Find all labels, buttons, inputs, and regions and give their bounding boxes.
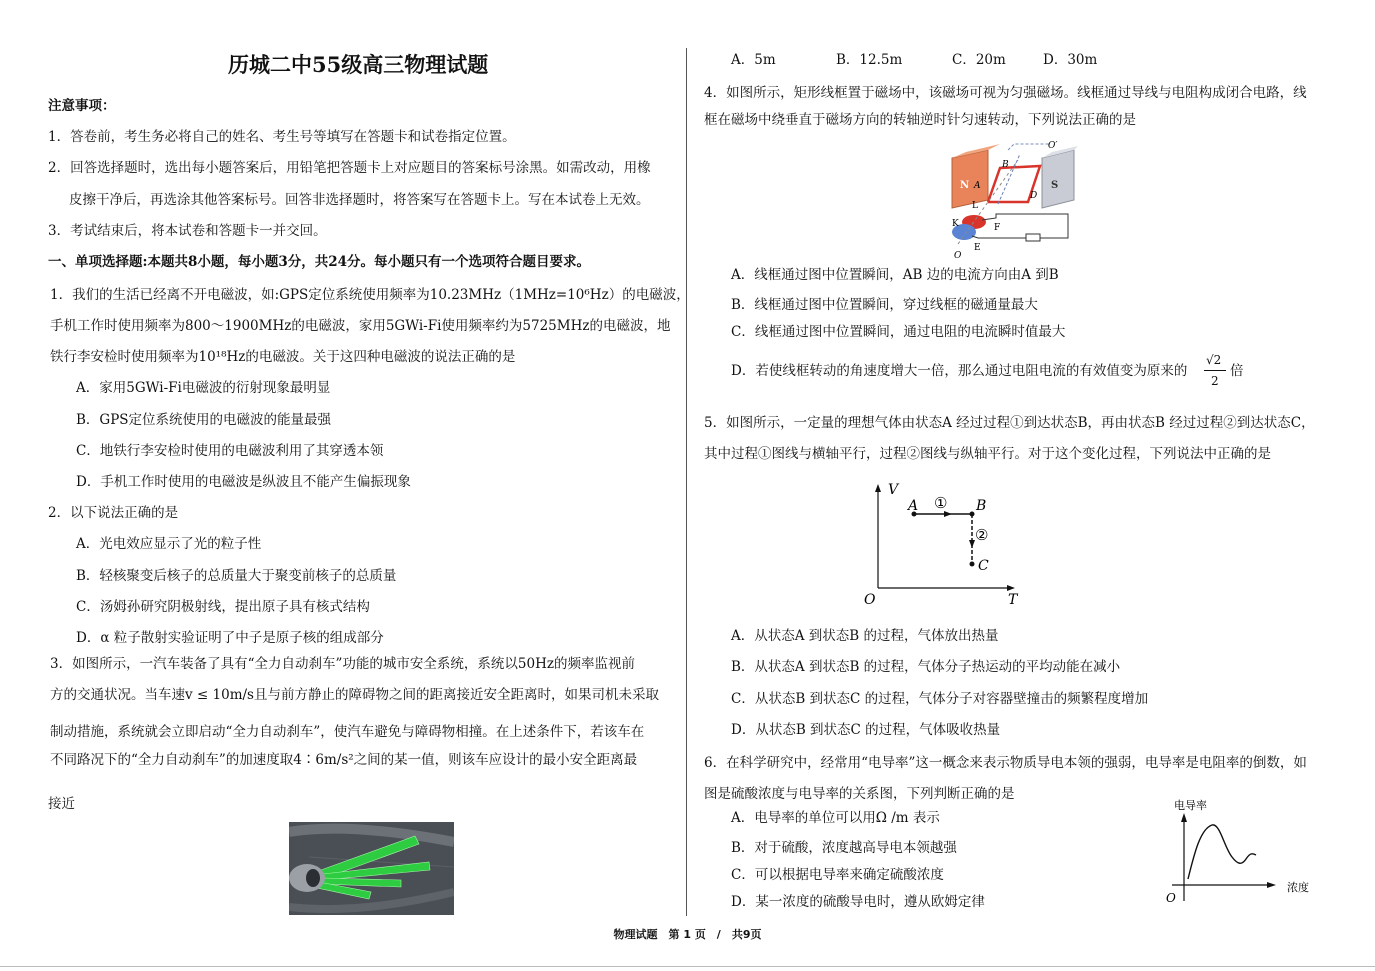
- resistor: [1026, 234, 1040, 241]
- svg-text:V: V: [888, 482, 899, 498]
- svg-text:C: C: [978, 558, 989, 574]
- q2-option-c[interactable]: C．汤姆孙研究阴极射线，提出原子具有核式结构: [76, 599, 370, 615]
- s-label: S: [1051, 180, 1059, 191]
- q5-vt-graph: [860, 480, 1025, 610]
- svg-text:F: F: [994, 223, 1001, 233]
- svg-text:A: A: [908, 498, 919, 514]
- q5-stem: 其中过程①图线与横轴平行，过程②图线与纵轴平行。对于这个变化过程，下列说法中正确的是: [704, 446, 1271, 462]
- q2-option-d[interactable]: D．α 粒子散射实验证明了中子是原子核的组成部分: [76, 630, 384, 646]
- q4-option-c[interactable]: C．线框通过图中位置瞬间，通过电阻的电流瞬时值最大: [731, 324, 1066, 340]
- q4-option-a[interactable]: A．线框通过图中位置瞬间，AB 边的电流方向由A 到B: [731, 267, 1059, 283]
- fraction-denominator: 2: [1211, 374, 1219, 388]
- svg-text:B: B: [1002, 160, 1009, 170]
- q3-option-d[interactable]: D．30m: [1043, 52, 1098, 68]
- q3-stem: 制动措施，系统就会立即启动“全力自动刹车”，使汽车避免与障碍物相撞。在上述条件下，若该车在: [50, 724, 645, 740]
- notice-item: 2．回答选择题时，选出每小题答案后，用铅笔把答题卡上对应题目的答案标号涂黑。如需改动，用橡: [48, 160, 651, 176]
- svg-text:②: ②: [975, 526, 989, 544]
- svg-text:A: A: [974, 181, 981, 191]
- svg-text:K: K: [952, 219, 959, 229]
- svg-text:L: L: [972, 201, 978, 211]
- q3-option-a[interactable]: A．5m: [731, 52, 776, 68]
- q1-option-b[interactable]: B．GPS定位系统使用的电磁波的能量最强: [76, 412, 332, 428]
- q6-stem: 6．在科学研究中，经常用“电导率”这一概念来表示物质导电本领的强弱，电导率是电阻率的倒数，如: [704, 755, 1307, 771]
- q6-option-b[interactable]: B．对于硫酸，浓度越高导电本领越强: [731, 840, 957, 856]
- q6-option-d[interactable]: D．某一浓度的硫酸导电时，遵从欧姆定律: [731, 894, 985, 910]
- section-heading: 一、单项选择题:本题共8小题，每小题3分，共24分。每小题只有一个选项符合题目要求。: [48, 254, 591, 270]
- q3-stem: 3．如图所示，一汽车装备了具有“全力自动刹车”功能的城市安全系统，系统以50Hz的频率监视前: [50, 656, 635, 672]
- fraction-numerator: √2: [1206, 353, 1222, 367]
- svg-text:O: O: [864, 592, 876, 608]
- q3-car-figure: [289, 822, 454, 915]
- q2-stem: 2．以下说法正确的是: [48, 505, 179, 521]
- q4-option-d[interactable]: D．若使线框转动的角速度增大一倍，那么通过电阻电流的有效值变为原来的: [731, 363, 1188, 379]
- page-bottom-line: [0, 966, 1375, 967]
- q1-option-d[interactable]: D．手机工作时使用的电磁波是纵波且不能产生偏振现象: [76, 474, 411, 490]
- page-title: 历城二中55级高三物理试题: [228, 52, 489, 77]
- notice-item: 1．答卷前，考生务必将自己的姓名、考生号等填写在答题卡和试卷指定位置。: [48, 129, 516, 145]
- magnet-s: [1042, 150, 1074, 208]
- q4-stem: 4．如图所示，矩形线框置于磁场中，该磁场可视为匀强磁场。线框通过导线与电阻构成闭合电路，线: [704, 85, 1307, 101]
- q4-option-b[interactable]: B．线框通过图中位置瞬间，穿过线框的磁通量最大: [731, 297, 1038, 313]
- q3-option-b[interactable]: B．12.5m: [836, 52, 903, 68]
- svg-text:O: O: [1166, 891, 1176, 905]
- svg-text:D: D: [1030, 191, 1038, 201]
- q1-stem: 1．我们的生活已经离不开电磁波，如:GPS定位系统使用频率为10.23MHz（1MHz=10⁶Hz）的电磁波，: [50, 287, 690, 303]
- svg-text:浓度: 浓度: [1287, 881, 1309, 894]
- conductivity-curve: [1188, 825, 1256, 879]
- q2-option-a[interactable]: A．光电效应显示了光的粒子性: [76, 536, 262, 552]
- q1-option-a[interactable]: A．家用5GWi-Fi电磁波的衍射现象最明显: [76, 380, 331, 396]
- q3-stem: 接近: [48, 796, 75, 812]
- notice-item: 皮擦干净后，再选涂其他答案标号。回答非选择题时，将答案写在答题卡上。写在本试卷上无效。: [69, 192, 650, 208]
- q6-option-a[interactable]: A．电导率的单位可以用Ω /m 表示: [731, 810, 940, 826]
- q5-option-d[interactable]: D．从状态B 到状态C 的过程，气体吸收热量: [731, 722, 1001, 738]
- q6-conductivity-graph: [1160, 795, 1320, 910]
- q5-option-b[interactable]: B．从状态A 到状态B 的过程，气体分子热运动的平均动能在减小: [731, 659, 1121, 675]
- svg-text:O: O: [954, 251, 962, 261]
- page-footer: 物理试题 第 1 页 / 共9页: [613, 928, 762, 941]
- svg-text:①: ①: [934, 494, 948, 512]
- q5-option-a[interactable]: A．从状态A 到状态B 的过程，气体放出热量: [731, 628, 999, 644]
- notice-item: 3．考试结束后，将本试卷和答题卡一并交回。: [48, 223, 327, 239]
- q3-stem: 方的交通状况。当车速v ≤ 10m/s且与前方静止的障碍物之间的距离接近安全距离时，如果司机未采取: [50, 687, 659, 703]
- svg-text:T: T: [1008, 592, 1018, 608]
- q6-option-c[interactable]: C．可以根据电导率来确定硫酸浓度: [731, 867, 944, 883]
- notice-heading: 注意事项：: [48, 98, 116, 114]
- fraction-bar: [1204, 370, 1226, 371]
- q1-option-c[interactable]: C．地铁行李安检时使用的电磁波利用了其穿透本领: [76, 443, 384, 459]
- magnet-n: [952, 150, 988, 208]
- q5-stem: 5．如图所示，一定量的理想气体由状态A 经过过程①到达状态B，再由状态B 经过过程②到达状态C，: [704, 415, 1315, 431]
- q4-generator-figure: [948, 140, 1078, 262]
- n-label: N: [960, 180, 970, 191]
- column-divider: [686, 48, 687, 916]
- fraction-suffix: 倍: [1230, 363, 1244, 379]
- svg-text:E: E: [974, 243, 981, 253]
- q5-option-c[interactable]: C．从状态B 到状态C 的过程，气体分子对容器壁撞击的频繁程度增加: [731, 691, 1149, 707]
- q1-stem: 铁行李安检时使用频率为10¹⁸Hz的电磁波。关于这四种电磁波的说法正确的是: [50, 349, 516, 365]
- q3-option-c[interactable]: C．20m: [952, 52, 1006, 68]
- svg-text:B: B: [976, 498, 987, 514]
- q6-stem: 图是硫酸浓度与电导率的关系图，下列判断正确的是: [704, 786, 1015, 802]
- q3-stem: 不同路况下的“全力自动刹车”的加速度取4∶6m/s²之间的某一值，则该车应设计的最小安全距离最: [50, 752, 638, 768]
- q4-stem: 框在磁场中绕垂直于磁场方向的转轴逆时针匀速转动，下列说法正确的是: [704, 112, 1136, 128]
- svg-text:O′: O′: [1048, 141, 1058, 151]
- q1-stem: 手机工作时使用频率为800～1900MHz的电磁波，家用5GWi-Fi使用频率约为5725MHz的电磁波，地: [50, 318, 671, 334]
- q2-option-b[interactable]: B．轻核聚变后核子的总质量大于聚变前核子的总质量: [76, 568, 397, 584]
- svg-text:电导率: 电导率: [1174, 799, 1207, 812]
